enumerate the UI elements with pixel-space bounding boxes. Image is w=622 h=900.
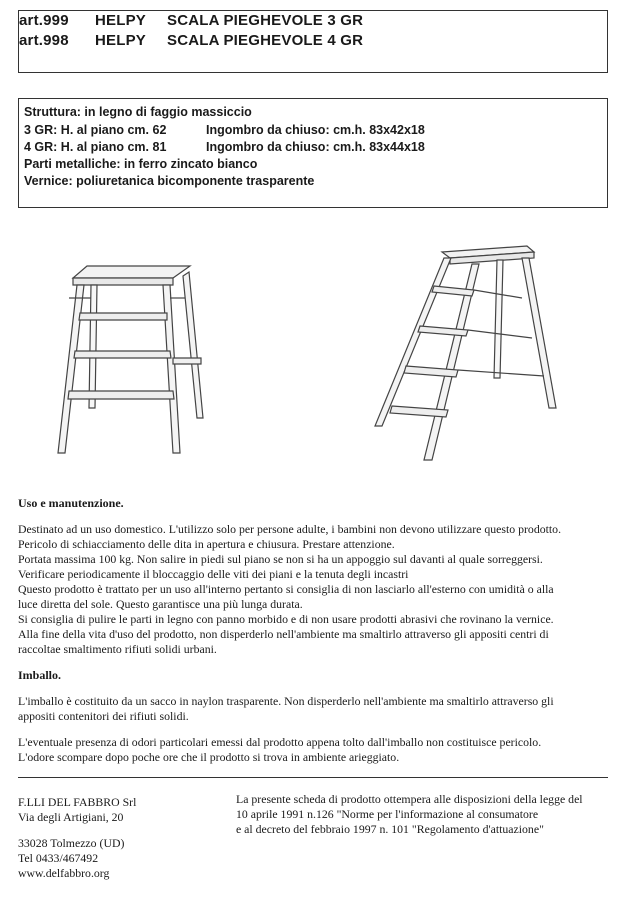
spec-metal-parts: Parti metalliche: in ferro zincato bianco bbox=[24, 157, 258, 171]
brand-name: HELPY bbox=[95, 12, 147, 29]
text-line: Portata massima 100 kg. Non salire in piedi sul piano se non si ha un appoggio sul davanti al quale sorreggersi. bbox=[18, 552, 543, 566]
text-line: Destinato ad un uso domestico. L'utilizzo solo per persone adulte, i bambini non devono utilizzare questo prodotto. bbox=[18, 522, 562, 536]
text-line: raccoltae smaltimento rifiuti solidi urbani. bbox=[18, 642, 217, 656]
spec-4gr-height: 4 GR: H. al piano cm. 81 bbox=[24, 140, 167, 154]
packaging-paragraph-1 bbox=[18, 694, 554, 724]
spec-4gr-size: Ingombro da chiuso: cm.h. 83x44x18 bbox=[206, 140, 425, 154]
divider bbox=[18, 777, 608, 778]
product-name: SCALA PIEGHEVOLE 4 GR bbox=[167, 32, 364, 49]
section-heading-packaging: Imballo. bbox=[18, 668, 62, 682]
company-website: www.delfabbro.org bbox=[18, 866, 110, 880]
company-name: F.LLI DEL FABBRO Srl bbox=[18, 795, 137, 809]
spec-3gr-height: 3 GR: H. al piano cm. 62 bbox=[24, 123, 167, 137]
title-line-3gr bbox=[19, 12, 363, 29]
text-line: L'eventuale presenza di odori particolari emessi dal prodotto appena tolto dall'imballo non costituisce pericolo. bbox=[18, 735, 542, 749]
use-paragraph bbox=[18, 522, 561, 657]
spec-4gr bbox=[24, 140, 425, 154]
article-code: art.998 bbox=[19, 32, 69, 49]
company-street: Via degli Artigiani, 20 bbox=[18, 810, 124, 824]
article-code: art.999 bbox=[19, 12, 69, 29]
brand-name: HELPY bbox=[95, 32, 147, 49]
section-heading-use: Uso e manutenzione. bbox=[18, 496, 124, 510]
text-line: Si consiglia di pulire le parti in legno con panno morbido e di non usare prodotti abrasivi che rovinano la vernice. bbox=[18, 612, 554, 626]
text-line: La presente scheda di prodotto ottempera alle disposizioni della legge del bbox=[236, 792, 583, 806]
spec-varnish: Vernice: poliuretanica bicomponente trasparente bbox=[24, 174, 315, 188]
text-line: luce diretta del sole. Questo garantisce una più lunga durata. bbox=[18, 597, 303, 611]
product-name: SCALA PIEGHEVOLE 3 GR bbox=[167, 12, 364, 29]
text-line: Questo prodotto è trattato per un uso all'interno pertanto si consiglia di non lasciarlo all'esterno con umidità o alla bbox=[18, 582, 554, 596]
spec-structure: Struttura: in legno di faggio massiccio bbox=[24, 105, 252, 119]
company-phone: Tel 0433/467492 bbox=[18, 851, 99, 865]
title-box bbox=[18, 10, 608, 73]
text-line: L'odore scompare dopo poche ore che il prodotto si trova in ambiente arieggiato. bbox=[18, 750, 400, 764]
text-line: Alla fine della vita d'uso del prodotto, non disperderlo nell'ambiente ma smaltirlo attraverso gli appositi centri di bbox=[18, 627, 549, 641]
text-line: 10 aprile 1991 n.126 "Norme per l'informazione al consumatore bbox=[236, 807, 539, 821]
spec-3gr-size: Ingombro da chiuso: cm.h. 83x42x18 bbox=[206, 123, 425, 137]
company-contacts bbox=[18, 836, 124, 881]
text-line: L'imballo è costituito da un sacco in naylon trasparente. Non disperderlo nell'ambiente ma smaltirlo attraverso gli bbox=[18, 694, 554, 708]
stepladder-open-illustration bbox=[55, 258, 215, 468]
specifications-box bbox=[18, 98, 608, 208]
spec-3gr bbox=[24, 123, 425, 137]
title-line-4gr bbox=[19, 32, 363, 49]
text-line: Pericolo di schiacciamento delle dita in apertura e chiusura. Prestare attenzione. bbox=[18, 537, 395, 551]
text-line: appositi contenitori dei rifiuti solidi. bbox=[18, 709, 189, 723]
company-city: 33028 Tolmezzo (UD) bbox=[18, 836, 125, 850]
legal-notice bbox=[236, 792, 583, 837]
text-line: e al decreto del febbraio 1997 n. 101 "Regolamento d'attuazione" bbox=[236, 822, 544, 836]
company-address bbox=[18, 795, 136, 825]
packaging-paragraph-2 bbox=[18, 735, 541, 765]
stepladder-4gr-illustration bbox=[372, 238, 567, 468]
text-line: Verificare periodicamente il bloccaggio delle viti dei piani e la tenuta degli incastri bbox=[18, 567, 409, 581]
